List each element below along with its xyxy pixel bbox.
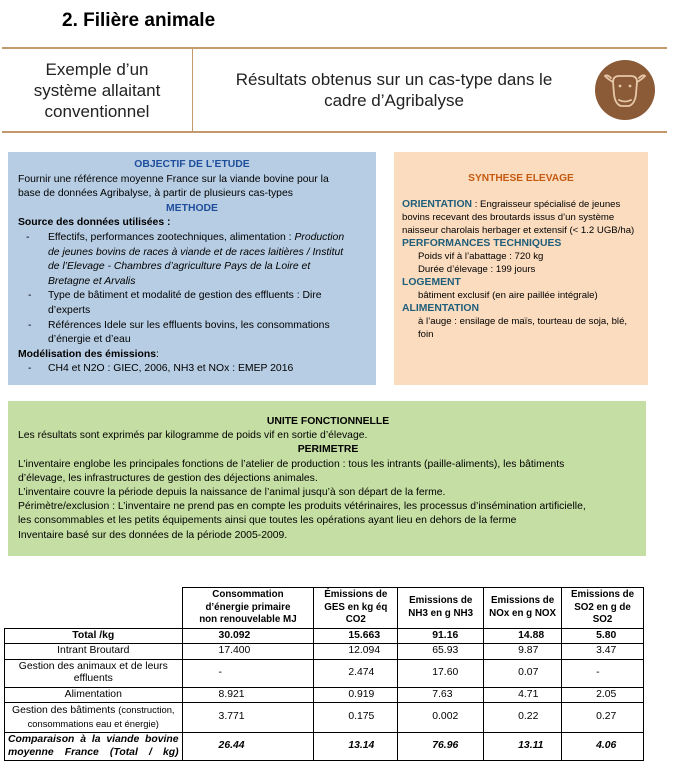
performance-label: PERFORMANCES TECHNIQUES <box>402 238 562 249</box>
orientation-block: ORIENTATION : Engraisseur spécialisé de jeunes bovins recevant des broutards issus d’un système naisseur charolais herbager et extensif (< 1.2 UGB/ha) <box>402 199 635 236</box>
list-item: - Références Idele sur les effluents bovins, les consommations d’énergie et d’eau <box>18 319 366 348</box>
perimeter-title: PERIMETRE <box>297 444 359 456</box>
table-header-ges: Émissions de GES en kg éq CO2 <box>314 588 398 629</box>
banner <box>2 47 667 133</box>
list-item: - CH4 et N2O : GIEC, 2006, NH3 et NOx : EMEP 2016 <box>18 362 366 377</box>
banner-results-label: Résultats obtenus sur un cas-type dans le cadre d’Agribalyse <box>235 70 553 110</box>
functional-unit-box <box>8 401 646 556</box>
feed-label: ALIMENTATION <box>402 303 479 314</box>
synthesis-title: SYNTHESE ELEVAGE <box>468 173 574 184</box>
perimeter-line: L’inventaire englobe les principales fonctions de l’atelier de production : tous les intrants (paille-aliments), les bâtiments <box>18 458 565 470</box>
objective-title: OBJECTIF DE L’ETUDE <box>134 159 250 170</box>
perimeter-line: Inventaire basé sur des données de la période 2005-2009. <box>18 529 288 541</box>
method-title: METHODE <box>166 202 218 214</box>
sources-heading: Source des données utilisées : <box>18 217 171 229</box>
objective-text-2: base de données Agribalyse, à partir de plusieurs cas-types <box>18 188 293 200</box>
objective-text-1: Fournir une référence moyenne France sur la viande bovine pour la <box>18 173 329 185</box>
performance-item: Durée d’élevage : 199 jours <box>418 264 536 275</box>
table-header-nh3: Emissions de NH3 en g NH3 <box>398 588 484 629</box>
table-header-nox: Emissions de NOx en g NOX <box>484 588 562 629</box>
table-header-so2: Emissions de SO2 en g de SO2 <box>562 588 644 629</box>
table-header-row <box>5 588 644 629</box>
objective-box <box>8 152 376 385</box>
perimeter-line: Périmètre/exclusion : L’inventaire ne prend pas en compte les produits vétérinaires, les processus d’insémination artificielle, <box>18 501 586 513</box>
table-row: Intrant Broutard 17.400 12.094 65.93 9.87 3.47 <box>5 644 644 660</box>
table-row: Total /kg 30.092 15.663 91.16 14.88 5.80 <box>5 628 644 644</box>
unit-text: Les résultats sont exprimés par kilogramme de poids vif en sortie d’élevage. <box>18 430 368 442</box>
table-header-empty <box>5 588 183 629</box>
performance-item: Poids vif à l’abattage : 720 kg <box>418 251 544 262</box>
table-row: Comparaison à la viande bovine moyenne France (Total / kg) 26.44 13.14 76.96 13.11 4.06 <box>5 733 644 761</box>
housing-text: bâtiment exclusif (en aire paillée intégrale) <box>418 290 598 301</box>
banner-system-label: Exemple d’un système allaitant conventionnel <box>33 59 161 121</box>
sources-list <box>18 231 366 348</box>
synthesis-box <box>394 152 648 385</box>
list-item: - Type de bâtiment et modalité de gestion des effluents : Dire d’experts <box>18 289 366 318</box>
section-title: 2. Filière animale <box>62 10 216 31</box>
results-table <box>4 587 644 761</box>
emissions-list <box>18 362 366 377</box>
unit-title: UNITE FONCTIONNELLE <box>266 416 390 427</box>
emissions-heading: Modélisation des émissions: <box>18 348 159 360</box>
table-header-energy: Consommation d’énergie primaire non renouvelable MJ <box>182 588 314 629</box>
list-item: - Effectifs, performances zootechniques, alimentation : Production de jeunes bovins de races à viande et de races laitières / Institut de l’Elevage - Chambres d’agriculture Pays de la Loire et Bretagne et Arvalis <box>18 231 366 289</box>
cow-head-icon <box>595 60 655 120</box>
perimeter-line: les consommables et les petits équipements ainsi que toutes les opérations ayant lieu en dehors de la ferme <box>18 515 517 527</box>
table-row: Gestion des animaux et de leurs effluents - 2.474 17.60 0.07 - <box>5 659 644 687</box>
perimeter-line: d’élevage, les infrastructures de gestion des déjections animales. <box>18 472 318 484</box>
feed-text: à l’auge : ensilage de maïs, tourteau de soja, blé, foin <box>418 316 628 340</box>
housing-label: LOGEMENT <box>402 277 461 288</box>
table-row: Gestion des bâtiments (construction, consommations eau et énergie) 3.771 0.175 0.002 0.22 0.27 <box>5 703 644 733</box>
perimeter-line: L’inventaire couvre la période depuis la naissance de l’animal jusqu’à son départ de la ferme. <box>18 487 446 499</box>
building-label: Gestion des bâtiments (construction, consommations eau et énergie) <box>5 703 183 733</box>
table-row: Alimentation 8.921 0.919 7.63 4.71 2.05 <box>5 687 644 703</box>
